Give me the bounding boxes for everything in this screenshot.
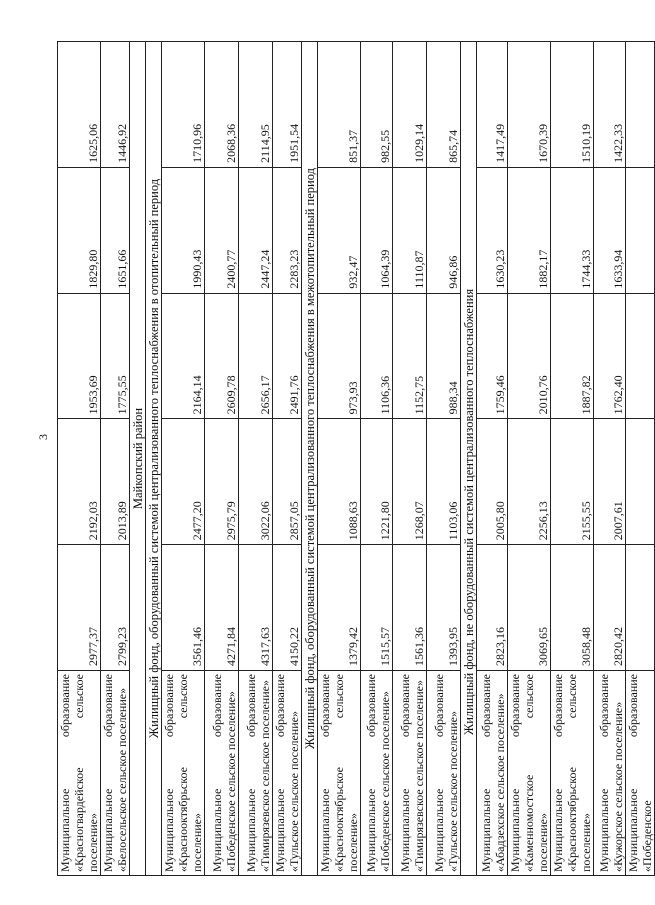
table-row xyxy=(393,42,427,876)
table-row xyxy=(239,42,273,876)
tariff-value-cell: 2799,23 xyxy=(101,545,130,671)
tariff-value-cell: 3022,06 xyxy=(239,419,273,545)
tariff-value-cell: 1110,87 xyxy=(393,167,427,293)
tariff-value-cell xyxy=(626,419,655,545)
tariff-value-cell: 1221,80 xyxy=(361,419,393,545)
table-row xyxy=(361,42,393,876)
table-row xyxy=(477,42,508,876)
tariff-value-cell: 2155,55 xyxy=(551,419,594,545)
tariff-value-cell: 1775,55 xyxy=(101,293,130,419)
table-row xyxy=(508,42,551,876)
tariff-value-cell xyxy=(626,545,655,671)
tariff-value-cell: 1829,80 xyxy=(58,167,101,293)
tariff-value-cell: 2609,78 xyxy=(205,293,239,419)
tariff-value-cell: 946,86 xyxy=(427,167,461,293)
tariff-value-cell: 4271,84 xyxy=(205,545,239,671)
tariff-value-cell: 2977,37 xyxy=(58,545,101,671)
municipality-name: Муниципальное образование «Абадзехское сельское поселение» xyxy=(477,671,508,876)
tariff-value-cell: 1759,46 xyxy=(477,293,508,419)
tariff-value-cell: 1106,36 xyxy=(361,293,393,419)
rotated-table-wrapper xyxy=(57,41,654,876)
tariff-value-cell: 1882,17 xyxy=(508,167,551,293)
municipality-name: Муниципальное образование «Тульское сельское поселение» xyxy=(427,671,461,876)
tariff-value-cell: 1064,39 xyxy=(361,167,393,293)
tariff-value-cell: 1887,82 xyxy=(551,293,594,419)
tariff-value-cell: 3058,48 xyxy=(551,545,594,671)
tariff-value-cell: 1029,14 xyxy=(393,42,427,168)
table-row xyxy=(427,42,461,876)
tariff-value-cell: 1417,49 xyxy=(477,42,508,168)
table-row xyxy=(273,42,302,876)
tariff-value-cell: 1152,75 xyxy=(393,293,427,419)
tariff-value-cell: 851,37 xyxy=(318,42,361,168)
tariff-value-cell: 1710,96 xyxy=(162,42,205,168)
tariff-value-cell: 1393,95 xyxy=(427,545,461,671)
tariff-value-cell: 1103,06 xyxy=(427,419,461,545)
municipality-name: Муниципальное образование «Краснооктябрьское сельское поселение» xyxy=(162,671,205,876)
municipality-name: Муниципальное образование «Тимирязевское сельское поселение» xyxy=(239,671,273,876)
tariff-value-cell: 2068,36 xyxy=(205,42,239,168)
tariff-value-cell: 1670,39 xyxy=(508,42,551,168)
table-row xyxy=(58,42,101,876)
section-header-row xyxy=(130,42,146,876)
tariff-value-cell: 2007,61 xyxy=(594,419,626,545)
tariff-value-cell: 2114,95 xyxy=(239,42,273,168)
tariff-value-cell: 1951,54 xyxy=(273,42,302,168)
municipality-name: Муниципальное образование «Каменномостское сельское поселение» xyxy=(508,671,551,876)
tariff-table-body xyxy=(58,42,655,876)
section-title: Майкопский район xyxy=(130,42,146,876)
tariff-value-cell: 1630,23 xyxy=(477,167,508,293)
tariff-value-cell: 1651,66 xyxy=(101,167,130,293)
tariff-value-cell: 1744,33 xyxy=(551,167,594,293)
tariff-value-cell: 2005,80 xyxy=(477,419,508,545)
tariff-value-cell: 1515,57 xyxy=(361,545,393,671)
tariff-value-cell xyxy=(626,42,655,168)
table-row xyxy=(594,42,626,876)
municipality-name: Муниципальное образование «Победенское сельское поселение» xyxy=(205,671,239,876)
municipality-name: Муниципальное образование «Красногвардейское сельское поселение» xyxy=(58,671,101,876)
tariff-value-cell: 1625,06 xyxy=(58,42,101,168)
tariff-value-cell: 1762,40 xyxy=(594,293,626,419)
tariff-value-cell: 988,34 xyxy=(427,293,461,419)
tariff-value-cell: 2010,76 xyxy=(508,293,551,419)
tariff-value-cell: 2491,76 xyxy=(273,293,302,419)
tariff-value-cell: 1953,69 xyxy=(58,293,101,419)
tariff-value-cell: 2975,79 xyxy=(205,419,239,545)
municipality-name: Муниципальное образование «Кужорское сельское поселение» xyxy=(594,671,626,876)
tariff-value-cell: 1446,92 xyxy=(101,42,130,168)
table-row xyxy=(551,42,594,876)
tariff-value-cell xyxy=(626,167,655,293)
tariff-value-cell: 2857,05 xyxy=(273,419,302,545)
table-row xyxy=(162,42,205,876)
tariff-value-cell: 2400,77 xyxy=(205,167,239,293)
tariff-table xyxy=(57,41,655,876)
tariff-value-cell: 2656,17 xyxy=(239,293,273,419)
municipality-name: Муниципальное образование «Победенское xyxy=(626,671,655,876)
table-row xyxy=(626,42,655,876)
tariff-value-cell: 4317,63 xyxy=(239,545,273,671)
section-header-row xyxy=(146,42,162,876)
tariff-value-cell: 2447,24 xyxy=(239,167,273,293)
tariff-value-cell: 2256,13 xyxy=(508,419,551,545)
section-title: Жилищный фонд, не оборудованный системой централизованного теплоснабжения xyxy=(461,42,477,876)
table-row xyxy=(205,42,239,876)
tariff-value-cell: 1510,19 xyxy=(551,42,594,168)
tariff-value-cell: 1633,94 xyxy=(594,167,626,293)
tariff-value-cell: 1379,42 xyxy=(318,545,361,671)
tariff-value-cell: 2823,16 xyxy=(477,545,508,671)
municipality-name: Муниципальное образование «Краснооктябрьское сельское поселение» xyxy=(318,671,361,876)
tariff-value-cell: 865,74 xyxy=(427,42,461,168)
tariff-value-cell: 1561,36 xyxy=(393,545,427,671)
tariff-value-cell: 982,55 xyxy=(361,42,393,168)
municipality-name: Муниципальное образование «Тульское сельское поселение» xyxy=(273,671,302,876)
section-title: Жилищный фонд, оборудованный системой централизованного теплоснабжения в отопительный период xyxy=(146,42,162,876)
municipality-name: Муниципальное образование «Тимирязевское сельское поселение» xyxy=(393,671,427,876)
tariff-value-cell: 2013,89 xyxy=(101,419,130,545)
tariff-value-cell: 1990,43 xyxy=(162,167,205,293)
table-row xyxy=(101,42,130,876)
municipality-name: Муниципальное образование «Победенское сельское поселение» xyxy=(361,671,393,876)
tariff-value-cell: 2192,03 xyxy=(58,419,101,545)
tariff-value-cell: 3561,46 xyxy=(162,545,205,671)
tariff-value-cell: 2820,42 xyxy=(594,545,626,671)
tariff-value-cell: 2164,14 xyxy=(162,293,205,419)
tariff-value-cell: 1268,07 xyxy=(393,419,427,545)
section-title: Жилищный фонд, оборудованный системой централизованного теплоснабжения в межотопительный период xyxy=(302,42,318,876)
tariff-value-cell: 932,47 xyxy=(318,167,361,293)
tariff-value-cell: 4150,22 xyxy=(273,545,302,671)
tariff-value-cell: 2477,20 xyxy=(162,419,205,545)
page-number: 3 xyxy=(36,434,50,440)
tariff-value-cell: 3069,65 xyxy=(508,545,551,671)
tariff-value-cell: 1422,33 xyxy=(594,42,626,168)
section-header-row xyxy=(461,42,477,876)
tariff-value-cell: 1088,63 xyxy=(318,419,361,545)
municipality-name: Муниципальное образование «Белосельское сельское поселение» xyxy=(101,671,130,876)
tariff-value-cell: 973,93 xyxy=(318,293,361,419)
section-header-row xyxy=(302,42,318,876)
municipality-name: Муниципальное образование «Краснооктябрьское сельское поселение» xyxy=(551,671,594,876)
tariff-value-cell xyxy=(626,293,655,419)
table-row xyxy=(318,42,361,876)
tariff-value-cell: 2283,23 xyxy=(273,167,302,293)
